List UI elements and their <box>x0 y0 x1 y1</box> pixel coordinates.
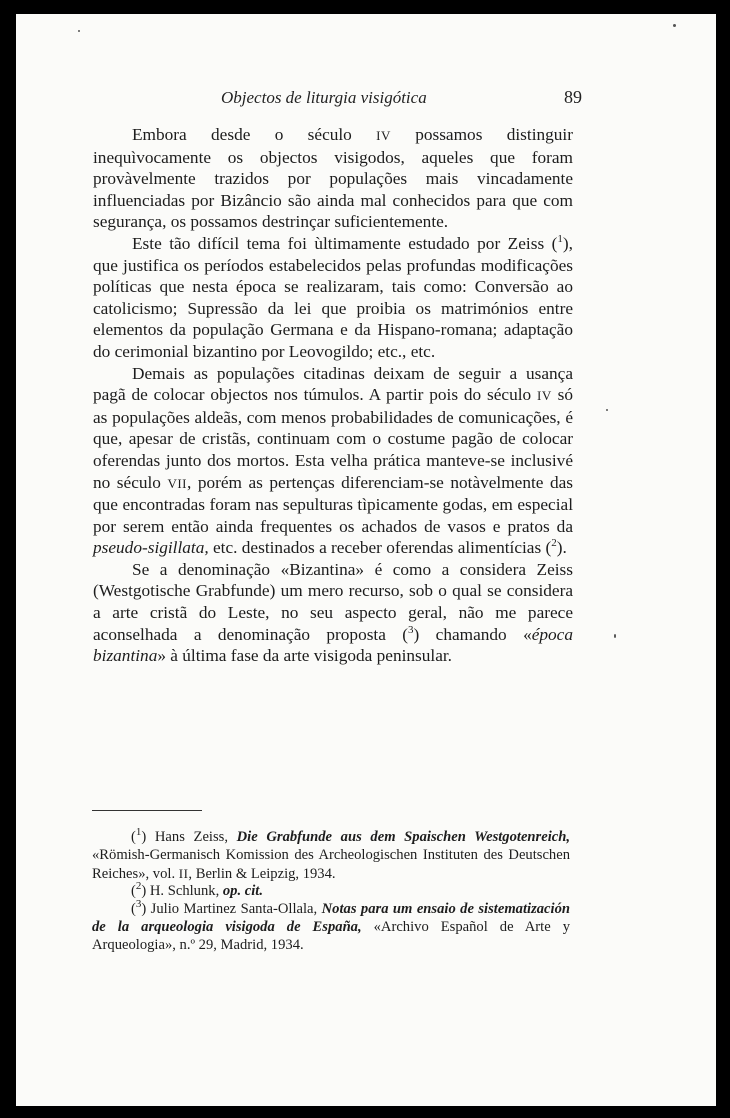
paragraph-4 <box>93 559 573 667</box>
text-run: ), que justifica os períodos estabelecidos pelas profundas modificações políticas que nesta época se realizaram, tais como: Conversão ao catolicismo; Supressão da lei que proibia os matrimónios entre elementos da população Germana e da Hispano-romana; adaptação do cerimonial bizantino por Leovogildo; etc., etc. <box>93 233 573 361</box>
dust-speck <box>614 634 616 638</box>
text-run: Se a denominação «Bizantina» é como a considera Zeiss (Westgotische Grabfunde) um mero recurso, sob o qual se considera a arte cristã do Leste, no seu aspecto geral, não me parece aconselhada a denominação proposta ( <box>93 559 573 644</box>
italic-term: pseudo-sigillata, <box>93 538 209 558</box>
paragraph-1 <box>93 124 573 233</box>
footnote-separator <box>92 810 202 811</box>
text-run: H. Schlunk, <box>149 883 223 900</box>
page-number: 89 <box>564 87 582 107</box>
text-run: , Berlin & Leipzig, 1934. <box>188 865 336 882</box>
dust-speck <box>673 24 676 27</box>
footnote-ref: 3 <box>408 623 414 636</box>
work-title: Die Grabfunde aus dem Spaischen Westgotenreich, <box>236 829 570 845</box>
footnote-3: ($^3$) Julio Martinez Santa-Ollala, Notas para um ensaio de sistematización de la arqueologia visigoda de España, «Archivo Español de Arte y Arqueologia», n.º 29, Madrid, 1934. <box>92 898 571 953</box>
text-run: , porém as pertenças diferenciam-se notàvelmente das que encontradas foram nas sepulturas tìpicamente godas, em especial por serem então ainda frequentes os achados de vasos e pratos da <box>93 472 573 536</box>
footnote-2: ($^2$) H. Schlunk, op. cit. <box>131 880 263 900</box>
roman-numeral: VII <box>167 475 188 491</box>
footnotes <box>92 826 571 955</box>
roman-numeral: IV <box>376 128 391 143</box>
text-run: Demais as populações citadinas deixam de seguir a usança pagã de colocar objectos nos túmulos. A partir pois do século <box>93 363 573 405</box>
text-run: ). <box>556 538 567 558</box>
dust-speck <box>606 409 608 411</box>
running-title: Objectos de liturgia visigótica <box>221 88 427 107</box>
footnote-number: 3 <box>135 898 142 911</box>
text-run: possamos distinguir inequìvocamente os objectos visigodos, aqueles que foram provàvelmente trazidos por populações mais vincadamente influenciadas por Bizâncio são ainda mal conhecidos para que com segurança, os possamos destrinçar suficientemente. <box>93 125 573 232</box>
work-title: op. cit. <box>222 883 263 900</box>
paragraph-3 <box>93 363 573 559</box>
roman-numeral: II <box>178 865 189 881</box>
paragraph-2 <box>93 233 573 363</box>
text-run: ) chamando « <box>413 624 532 644</box>
text-run: «Archivo Español de Arte y Arqueologia», n.º 29, Madrid, 1934. <box>92 918 570 953</box>
roman-numeral: IV <box>537 388 552 404</box>
page-header <box>16 84 716 114</box>
dust-speck <box>78 30 80 32</box>
text-run: etc. destinados a receber oferendas alimentícias ( <box>208 538 552 558</box>
text-run: só as populações aldeãs, com menos probabilidades de comunicações, é que, apesar de cristãs, continuam com o costume pagão de colocar oferendas junto dos mortos. Esta velha prática manteve-se inclusivé no século <box>93 385 573 492</box>
italic-term: época bizantina <box>93 624 573 666</box>
text-run: Hans Zeiss, <box>154 829 237 845</box>
text-run: Julio Martinez Santa-Ollala, <box>150 901 322 918</box>
footnote-number: 1 <box>135 826 142 839</box>
body-text <box>93 124 573 667</box>
text-run: Embora desde o século <box>132 125 377 144</box>
footnote-ref: 1 <box>557 233 563 246</box>
text-run: «Römish-Germanisch Komission des Archeologischen Instituten des Deutschen Reiches», vol. <box>92 846 570 882</box>
scanned-page <box>16 14 716 1106</box>
footnote-ref: 2 <box>551 537 557 550</box>
text-run: » à última fase da arte visigoda peninsular. <box>157 646 452 666</box>
footnote-1: ($^1$) Hans Zeiss, Die Grabfunde aus dem Spaischen Westgotenreich, «Römish-Germanisch Komission des Archeologischen Instituten des Deutschen Reiches», vol. II, Berlin & Leipzig, 1934. <box>92 826 570 882</box>
work-title: Notas para um ensaio de sistematización de la arqueologia visigoda de España, <box>92 901 571 935</box>
footnote-number: 2 <box>135 880 142 893</box>
text-run: Este tão difícil tema foi ùltimamente estudado por Zeiss ( <box>132 233 558 253</box>
